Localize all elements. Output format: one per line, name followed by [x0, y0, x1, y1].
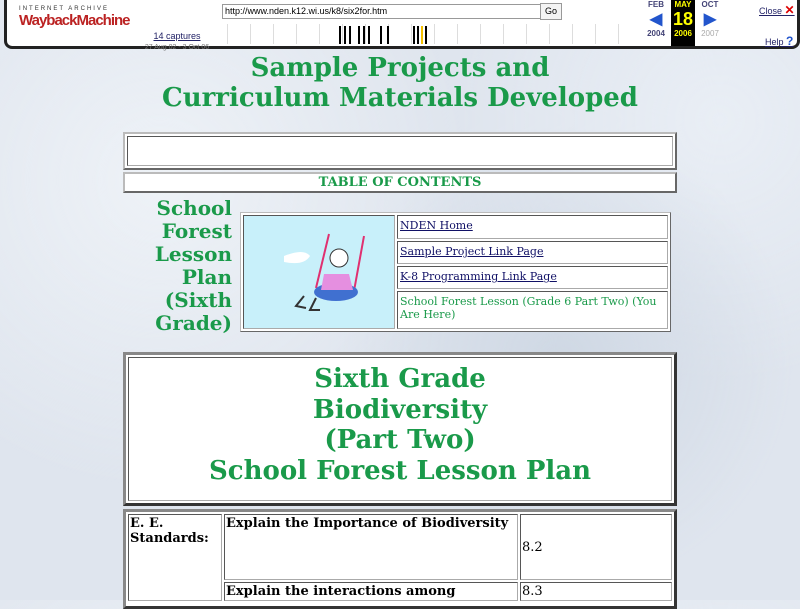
wayback-logo[interactable] — [19, 6, 130, 29]
capture-sparkline[interactable] — [227, 24, 637, 44]
next-month[interactable]: OCT — [701, 0, 719, 9]
captures-link[interactable]: 14 captures — [153, 31, 201, 41]
prev-month[interactable]: FEB — [648, 0, 664, 9]
next-arrow-icon[interactable]: ▶ — [703, 11, 717, 28]
empty-banner — [123, 132, 677, 170]
heading-line: Biodiversity — [312, 394, 488, 425]
nav-table — [240, 212, 671, 332]
prev-arrow-icon[interactable]: ◀ — [649, 11, 663, 28]
wayback-toolbar — [4, 0, 800, 49]
nav-link-k8-programming[interactable]: K-8 Programming Link Page — [397, 266, 668, 289]
prev-year[interactable]: 2004 — [647, 29, 665, 38]
standard-code: 8.3 — [520, 582, 672, 601]
help-link[interactable]: Help ? — [765, 34, 794, 48]
close-link[interactable]: Close ✕ — [759, 3, 795, 17]
standards-table — [123, 509, 677, 609]
help-icon: ? — [786, 34, 794, 48]
go-button[interactable]: Go — [540, 3, 562, 20]
heading-line: Sixth Grade — [314, 364, 486, 394]
close-icon: ✕ — [784, 3, 795, 17]
logo-top: INTERNET ARCHIVE — [19, 6, 109, 12]
cur-month: MAY — [674, 0, 692, 9]
toc-heading: TABLE OF CONTENTS — [123, 172, 677, 193]
heading-line: School Forest Lesson Plan — [208, 455, 591, 486]
logo-main: WaybackMachine — [19, 12, 130, 29]
standard-code: 8.2 — [520, 514, 672, 580]
page-title-1: Sample Projects and — [250, 53, 550, 83]
cur-day: 18 — [672, 9, 694, 29]
swing-girl-image — [243, 215, 395, 329]
nav-link-nden-home[interactable]: NDEN Home — [397, 215, 668, 239]
heading-line: (Part Two) — [324, 425, 476, 455]
page-title-2: Curriculum Materials Developed — [162, 83, 638, 113]
nav-current-page: School Forest Lesson (Grade 6 Part Two) (You Are Here) — [397, 291, 668, 329]
lesson-heading-box — [123, 352, 677, 506]
next-year: 2007 — [701, 29, 719, 38]
standard-text: Explain the Importance of Biodiversity — [224, 514, 518, 580]
standard-text: Explain the interactions among — [224, 582, 518, 601]
standards-label: E. E. Standards: — [128, 514, 222, 601]
url-input[interactable]: http://www.nden.k12.wi.us/k8/six2for.htm — [222, 4, 541, 19]
side-title: School Forest Lesson Plan (Sixth Grade) — [154, 196, 232, 335]
cur-year: 2006 — [674, 29, 692, 38]
capture-range: 27 Aug 02 - 3 Oct 06 — [144, 44, 210, 51]
nav-link-sample-project[interactable]: Sample Project Link Page — [397, 241, 668, 264]
